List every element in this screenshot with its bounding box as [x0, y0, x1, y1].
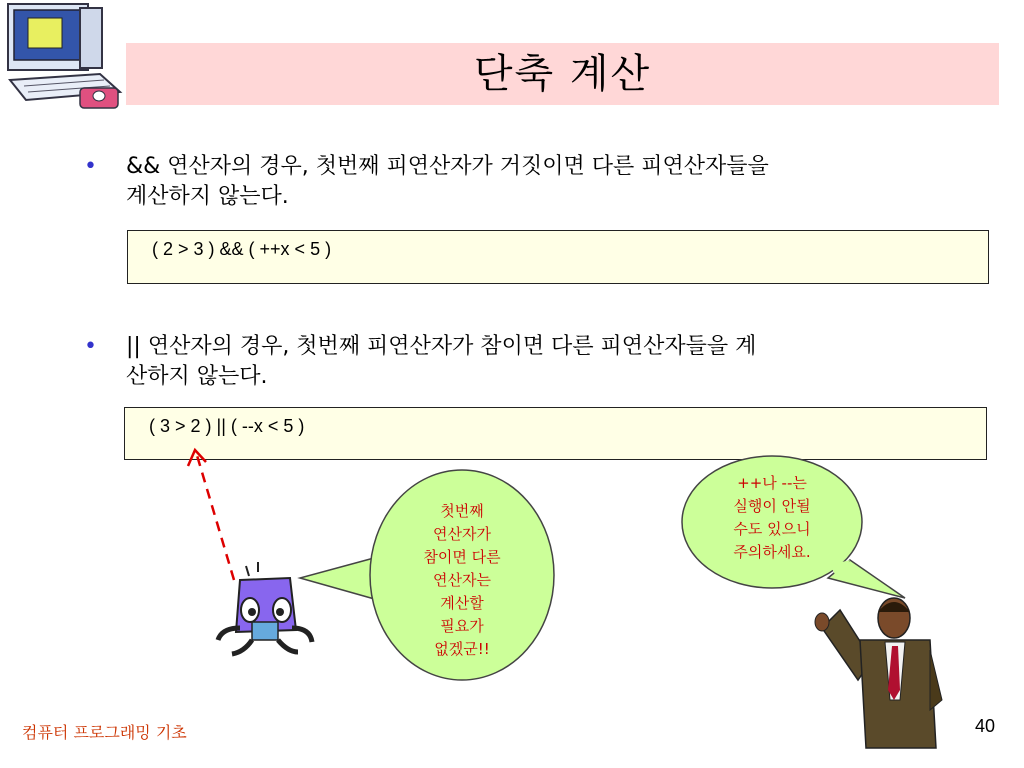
- footer-course-title: 컴퓨터 프로그래밍 기초: [22, 723, 187, 742]
- bubble-line: 수도 있으니: [733, 520, 811, 538]
- bubble-right-text: [702, 472, 842, 564]
- presenter-man-icon: [815, 598, 942, 748]
- bullet-dot-icon: •: [84, 154, 97, 179]
- bullet-line-1: && 연산자의 경우, 첫번째 피연산자가 거짓이면 다른 피연산자들을: [126, 154, 769, 179]
- bubble-line: 연산자가: [433, 525, 491, 543]
- bubble-line: 연산자는: [433, 571, 491, 589]
- bullet-line-2: 계산하지 않는다.: [126, 184, 289, 209]
- bubble-line: 참이면 다른: [423, 548, 501, 566]
- bullet-line-1: || 연산자의 경우, 첫번째 피연산자가 참이면 다른 피연산자들을 계: [126, 334, 757, 359]
- bubble-line: 주의하세요.: [733, 543, 811, 561]
- bubble-line: 필요가: [440, 617, 484, 635]
- bullet-dot-icon: •: [84, 334, 97, 359]
- bubble-line: ++나 --는: [737, 474, 807, 492]
- code-expression: ( 3 > 2 ) || ( --x < 5 ): [149, 416, 305, 436]
- slide-title: 단축 계산: [473, 51, 652, 97]
- dashed-arrow-icon: [196, 452, 234, 580]
- bullet-line-2: 산하지 않는다.: [126, 364, 268, 389]
- bubble-line: 첫번째: [440, 502, 484, 520]
- bubble-line: 없겠군!!: [434, 640, 490, 658]
- code-expression: ( 2 > 3 ) && ( ++x < 5 ): [152, 239, 332, 259]
- bubble-left-text: [392, 500, 532, 661]
- bubble-line: 계산할: [440, 594, 484, 612]
- page-number: 40: [975, 716, 996, 736]
- bubble-line: 실행이 안될: [733, 497, 811, 515]
